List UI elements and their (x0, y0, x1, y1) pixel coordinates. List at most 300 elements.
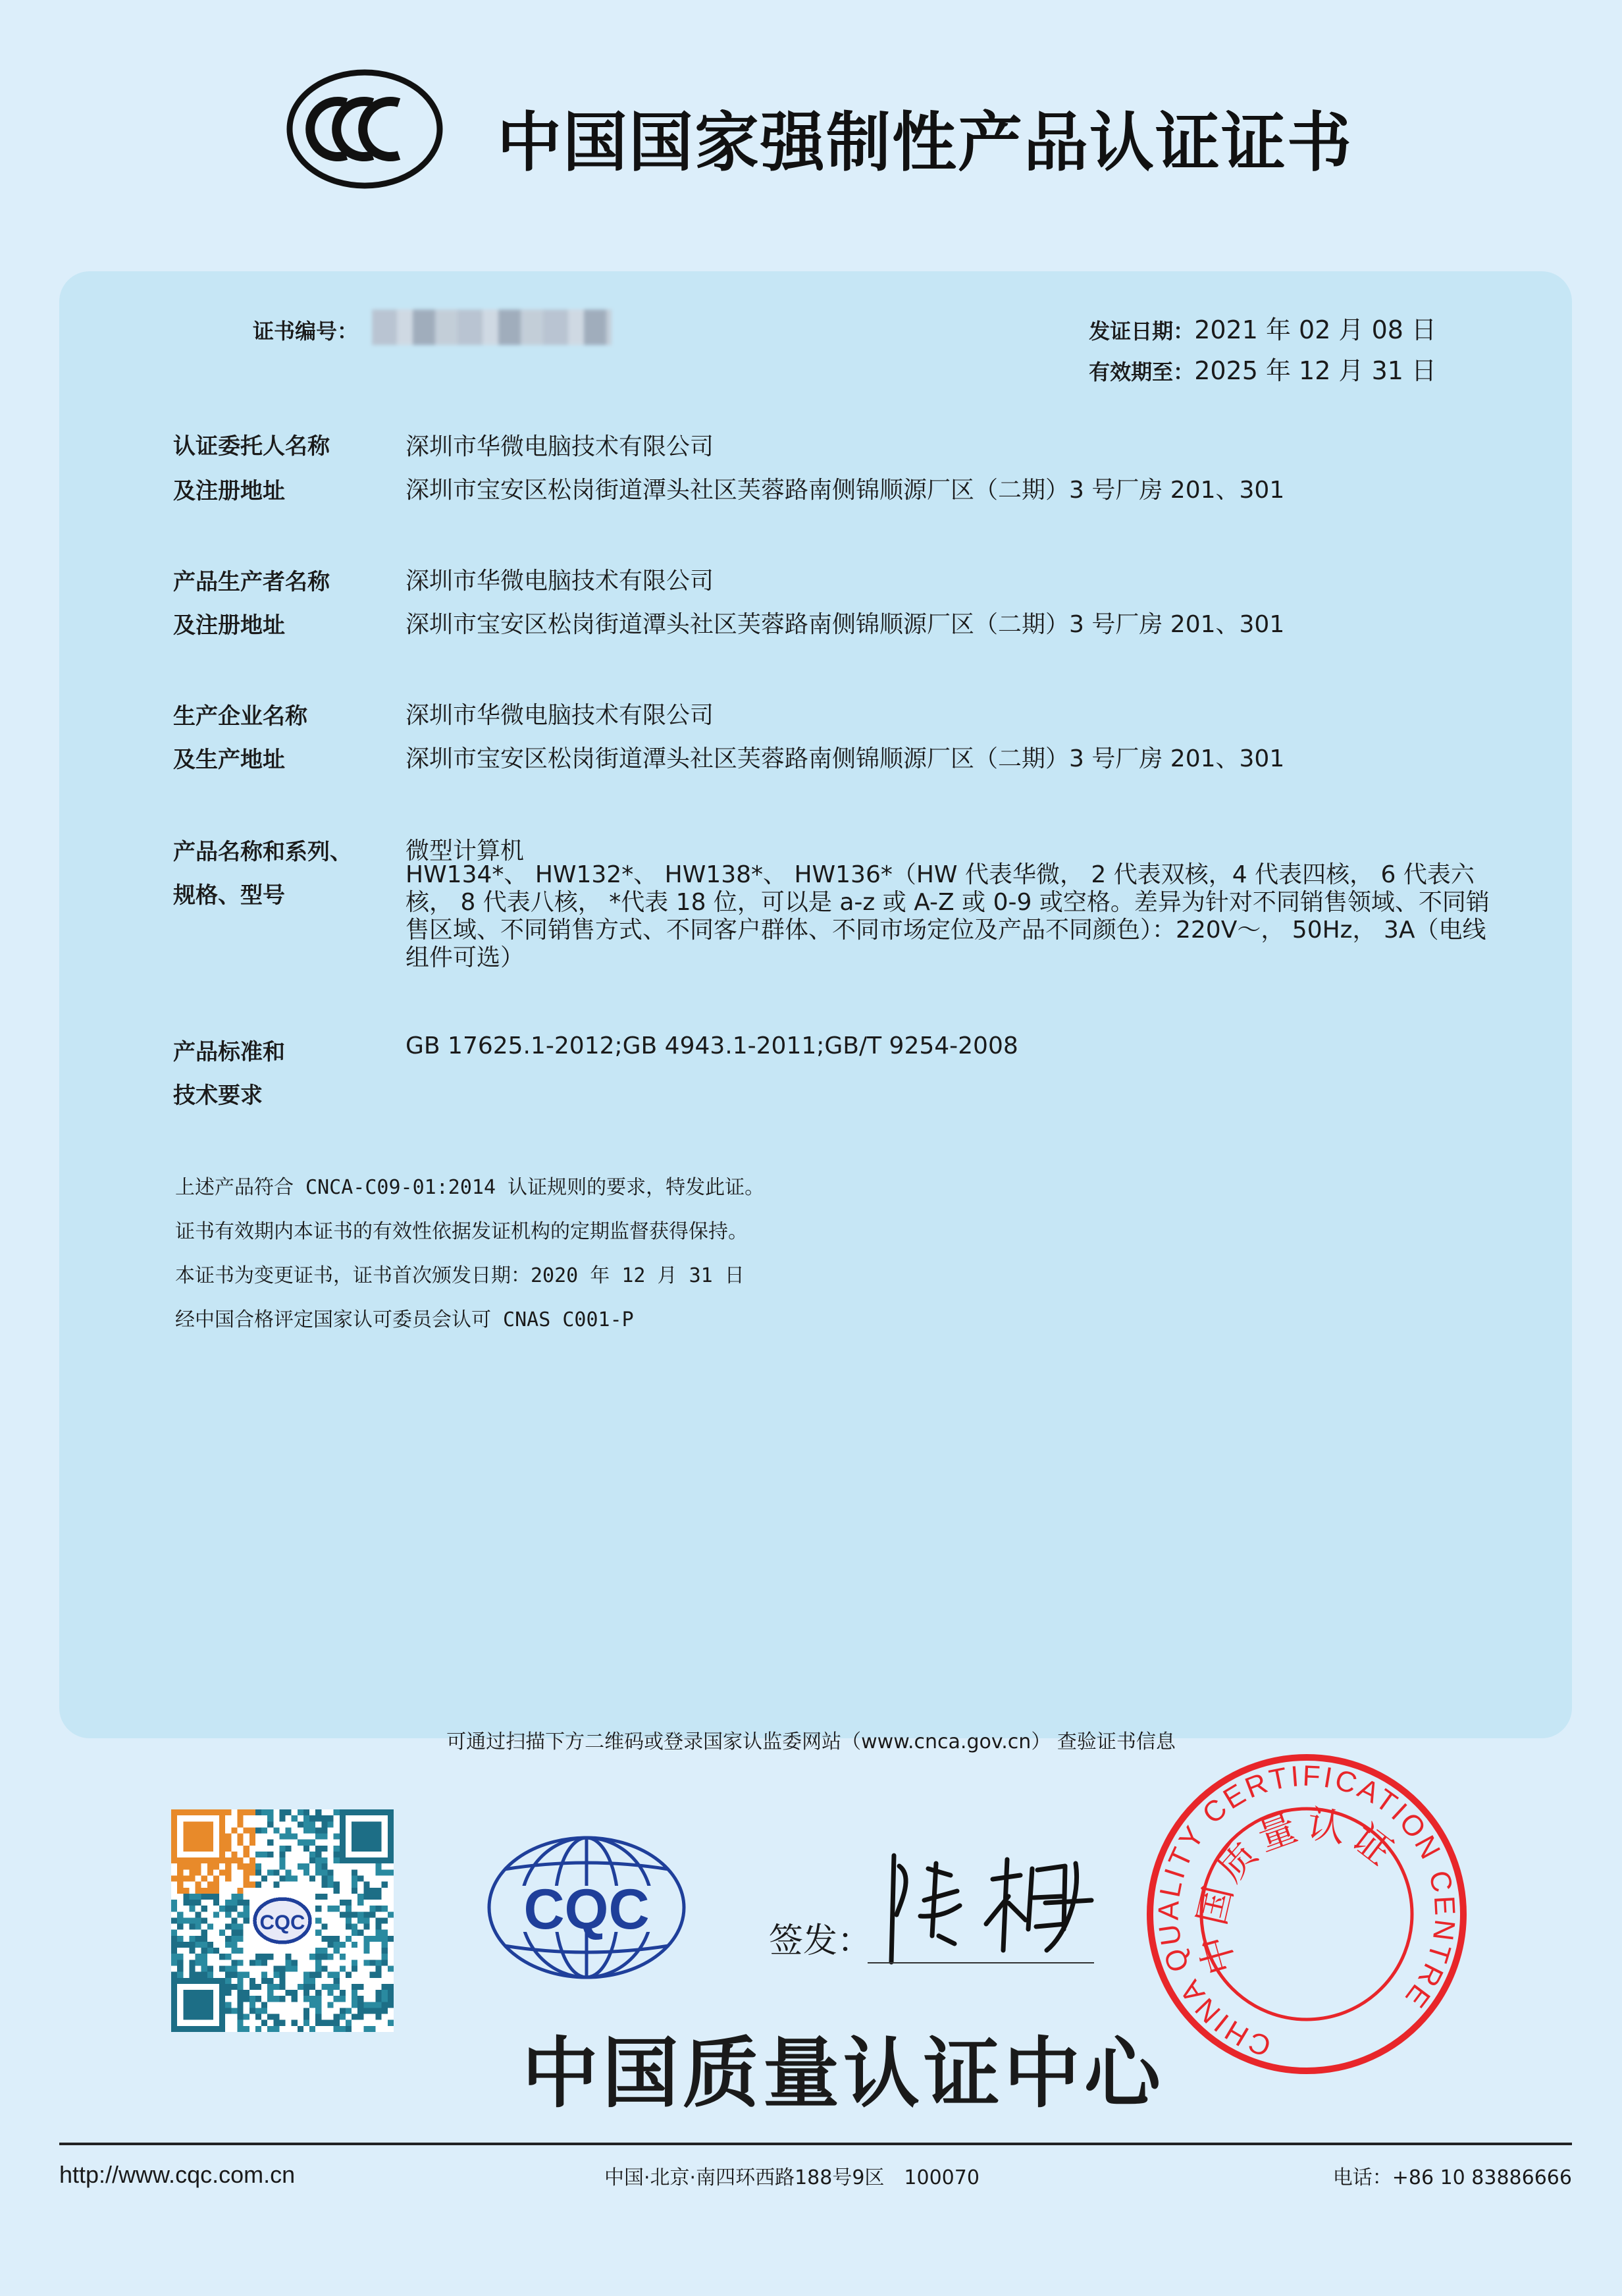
qr-module (237, 1996, 243, 2002)
qr-module (189, 1863, 195, 1869)
qr-module (196, 1911, 201, 1917)
qr-module (346, 1917, 352, 1923)
qr-module (267, 2026, 273, 2032)
qr-module (249, 1827, 255, 1833)
qr-module (249, 2008, 255, 2014)
qr-module (286, 1875, 292, 1881)
qr-module (286, 1960, 292, 1965)
qr-module (177, 1936, 183, 1942)
qr-module (171, 1900, 177, 1906)
qr-module (267, 1869, 273, 1875)
qr-module (189, 1948, 195, 1954)
qr-module (315, 1954, 321, 1960)
note-line: 上述产品符合 CNCA-C09-01:2014 认证规则的要求，特发此证。 (175, 1176, 765, 1199)
qr-module (279, 1857, 285, 1863)
qr-module (267, 1809, 273, 1815)
manufacturer-name-value: 深圳市华微电脑技术有限公司 (406, 568, 714, 595)
qr-module (334, 1984, 340, 1990)
qr-module (279, 1846, 285, 1852)
qr-module (225, 1972, 231, 1978)
qr-module (171, 1972, 177, 1978)
signature-line (868, 1962, 1094, 1963)
qr-module (286, 1809, 292, 1815)
qr-module (357, 1996, 363, 2002)
qr-module (334, 1942, 340, 1948)
qr-module (237, 1815, 243, 1821)
qr-module (249, 1882, 255, 1888)
qr-module (309, 1972, 315, 1978)
qr-module (279, 1875, 285, 1881)
qr-module (352, 1996, 357, 2002)
qr-module (382, 1930, 388, 1936)
qr-module (231, 1852, 237, 1857)
qr-module (207, 1942, 213, 1948)
qr-module (321, 1815, 327, 1821)
qr-module (382, 1948, 388, 1954)
qr-module (298, 1840, 303, 1846)
certificate-notes (175, 1165, 764, 1342)
qr-module (298, 1821, 303, 1827)
qr-module (196, 1917, 201, 1923)
qr-module (255, 1882, 261, 1888)
qr-module (388, 1984, 394, 1990)
qr-module (369, 1960, 375, 1965)
qr-module (376, 1894, 382, 1900)
qr-module (315, 1857, 321, 1863)
qr-module (298, 1863, 303, 1869)
qr-module (328, 1984, 334, 1990)
qr-module (376, 1972, 382, 1978)
qr-module (315, 1852, 321, 1857)
qr-module (382, 1869, 388, 1875)
qr-module (213, 1911, 219, 1917)
qr-module (189, 1894, 195, 1900)
qr-module (273, 2020, 279, 2026)
qr-module (321, 1875, 327, 1881)
qr-module (201, 1972, 207, 1978)
qr-module (328, 2002, 334, 2008)
qr-module (196, 1882, 201, 1888)
qr-module (363, 1894, 369, 1900)
qr-module (225, 1857, 231, 1863)
qr-module (171, 1906, 177, 1911)
qr-module (303, 1863, 309, 1869)
footer-phone: 电话：+86 10 83886666 (1332, 2166, 1572, 2189)
qr-module (292, 1996, 298, 2002)
qr-module (279, 1984, 285, 1990)
qr-module (303, 1978, 309, 1984)
qr-module (321, 2020, 327, 2026)
qr-module (328, 1815, 334, 1821)
qr-module (244, 1917, 249, 1923)
qr-module (346, 2008, 352, 2014)
qr-module (273, 1996, 279, 2002)
qr-module (352, 1942, 357, 1948)
qr-module (352, 1960, 357, 1965)
qr-module (279, 1978, 285, 1984)
qr-module (225, 1900, 231, 1906)
qr-module (244, 1809, 249, 1815)
qr-module (177, 1924, 183, 1930)
qr-module (352, 1911, 357, 1917)
qr-module (388, 1990, 394, 1996)
qr-module (177, 1972, 183, 1978)
manufacturer-address-value: 深圳市宝安区松岗街道潭头社区芙蓉路南侧锦顺源厂区（二期）3 号厂房 201、301 (406, 611, 1285, 638)
qr-module (376, 1888, 382, 1894)
qr-module (315, 1966, 321, 1972)
footer-divider (59, 2143, 1572, 2145)
qr-module (225, 1936, 231, 1942)
qr-module (267, 1821, 273, 1827)
qr-module (213, 1875, 219, 1881)
qr-module (315, 1894, 321, 1900)
qr-module (334, 1857, 340, 1863)
qr-module (225, 1942, 231, 1948)
qr-module (321, 1948, 327, 1954)
certificate-title: 中国国家强制性产品认证证书 (497, 105, 1353, 180)
qr-module (237, 2002, 243, 2008)
qr-module (244, 1875, 249, 1881)
qr-module (340, 1990, 346, 1996)
qr-module (309, 1978, 315, 1984)
qr-module (286, 1869, 292, 1875)
qr-module (303, 2014, 309, 2020)
qr-module (196, 1894, 201, 1900)
qr-module (382, 1936, 388, 1942)
qr-module (321, 1894, 327, 1900)
qr-module (363, 1936, 369, 1942)
qr-module (328, 2020, 334, 2026)
qr-module (309, 1840, 315, 1846)
qr-module (315, 1906, 321, 1911)
qr-module (219, 1930, 225, 1936)
qr-module (334, 1882, 340, 1888)
qr-module (273, 2026, 279, 2032)
qr-module (231, 1900, 237, 1906)
qr-module (303, 1821, 309, 1827)
qr-module (357, 1894, 363, 1900)
qr-module (328, 1882, 334, 1888)
qr-module (244, 2026, 249, 2032)
qr-module (177, 1942, 183, 1948)
qr-module (225, 1990, 231, 1996)
qr-module (261, 1954, 267, 1960)
qr-module (261, 1960, 267, 1965)
qr-module (219, 1906, 225, 1911)
qr-module (225, 1875, 231, 1881)
qr-module (261, 1972, 267, 1978)
qr-module (249, 1834, 255, 1840)
qr-module (237, 1840, 243, 1846)
seal-inner-text: 中国质量认证中心 (1189, 1801, 1405, 1980)
qr-module (207, 1948, 213, 1954)
qr-module (376, 1869, 382, 1875)
qr-module (201, 1930, 207, 1936)
qr-module (309, 1954, 315, 1960)
qr-module (237, 1984, 243, 1990)
qr-module (225, 1924, 231, 1930)
qr-module (225, 1863, 231, 1869)
qr-module (363, 1924, 369, 1930)
qr-module (315, 1930, 321, 1936)
qr-module (201, 1894, 207, 1900)
valid-date-value: 2025 年 12 月 31 日 (1194, 356, 1436, 385)
issue-date-label: 发证日期： (1089, 319, 1195, 344)
qr-module (382, 1960, 388, 1965)
qr-module (196, 1924, 201, 1930)
qr-module (267, 1990, 273, 1996)
sign-label: 签发： (769, 1921, 872, 1961)
qr-module (267, 1984, 273, 1990)
qr-module (189, 1960, 195, 1965)
qr-module (196, 1869, 201, 1875)
note-line: 证书有效期内本证书的有效性依据发证机构的定期监督获得保持。 (175, 1220, 748, 1243)
qr-module (255, 1869, 261, 1875)
issue-date-value: 2021 年 02 月 08 日 (1194, 315, 1436, 344)
qr-module (261, 2020, 267, 2026)
qr-module (177, 1966, 183, 1972)
qr-code[interactable] (171, 1809, 394, 2032)
official-seal (1144, 1751, 1469, 2077)
qr-module (183, 1917, 189, 1923)
qr-module (213, 1863, 219, 1869)
qr-module (328, 1936, 334, 1942)
qr-module (237, 1978, 243, 1984)
qr-module (315, 1917, 321, 1923)
qr-module (357, 2002, 363, 2008)
qr-module (309, 2002, 315, 2008)
qr-module (189, 1942, 195, 1948)
qr-module (201, 1906, 207, 1911)
qr-module (213, 1948, 219, 1954)
qr-module (315, 1972, 321, 1978)
issue-date-row (1089, 309, 1436, 346)
qr-module (346, 1936, 352, 1942)
qr-module (231, 1966, 237, 1972)
qr-module (225, 1869, 231, 1875)
qr-module (303, 1869, 309, 1875)
qr-module (303, 1972, 309, 1978)
qr-module (171, 1954, 177, 1960)
qr-module (298, 2026, 303, 2032)
qr-module (255, 1984, 261, 1990)
qr-module (171, 1942, 177, 1948)
qr-module (346, 1906, 352, 1911)
qr-module (177, 1954, 183, 1960)
qr-module (237, 1930, 243, 1936)
qr-module (225, 2008, 231, 2014)
qr-module (255, 1809, 261, 1815)
qr-module (340, 2026, 346, 2032)
qr-module (286, 1954, 292, 1960)
applicant-address-value: 深圳市宝安区松岗街道潭头社区芙蓉路南侧锦顺源厂区（二期）3 号厂房 201、301 (406, 477, 1285, 504)
qr-module (255, 1960, 261, 1965)
qr-module (292, 1815, 298, 1821)
qr-module (279, 2020, 285, 2026)
qr-module (207, 1869, 213, 1875)
qr-module (279, 1863, 285, 1869)
qr-module (244, 1869, 249, 1875)
qr-module (237, 1924, 243, 1930)
qr-module (382, 2002, 388, 2008)
cqc-logo (484, 1833, 689, 1982)
qr-module (189, 1869, 195, 1875)
qr-module (279, 1996, 285, 2002)
qr-module (249, 1863, 255, 1869)
qr-module (376, 1966, 382, 1972)
qr-module (189, 1924, 195, 1930)
qr-module (315, 1827, 321, 1833)
qr-module (303, 2008, 309, 2014)
qr-module (315, 1809, 321, 1815)
qr-module (334, 1809, 340, 1815)
qr-module (328, 1875, 334, 1881)
qr-module (273, 1869, 279, 1875)
qr-module (303, 1846, 309, 1852)
factory-name-label: 生产企业名称 (173, 703, 307, 730)
qr-module (225, 1906, 231, 1911)
qr-module (219, 1966, 225, 1972)
qr-module (231, 1906, 237, 1911)
qr-module (231, 2008, 237, 2014)
qr-module (237, 2020, 243, 2026)
qr-module (231, 1924, 237, 1930)
qr-module (196, 1960, 201, 1965)
qr-module (189, 1917, 195, 1923)
qr-module (189, 1906, 195, 1911)
qr-module (388, 1936, 394, 1942)
qr-module (357, 2014, 363, 2020)
qr-module (237, 1948, 243, 1954)
qr-module (303, 1996, 309, 2002)
qr-module (231, 1827, 237, 1833)
qr-module (298, 1984, 303, 1990)
qr-module (334, 2014, 340, 2020)
qr-module (171, 1875, 177, 1881)
qr-module (237, 1888, 243, 1894)
qr-module (213, 1888, 219, 1894)
qr-module (189, 1875, 195, 1881)
qr-module (237, 1990, 243, 1996)
manufacturer-address-label: 及注册地址 (173, 612, 285, 639)
qr-module (340, 1911, 346, 1917)
qr-module (213, 1894, 219, 1900)
qr-module (237, 2014, 243, 2020)
qr-module (231, 1894, 237, 1900)
qr-module (328, 1906, 334, 1911)
product-name-label: 产品名称和系列、 (173, 839, 352, 865)
applicant-name-value: 深圳市华微电脑技术有限公司 (406, 433, 714, 460)
qr-module (249, 2002, 255, 2008)
qr-module (340, 2014, 346, 2020)
qr-module (279, 1834, 285, 1840)
qr-module (376, 1936, 382, 1942)
qr-module (309, 2026, 315, 2032)
qr-module (171, 1936, 177, 1942)
qr-module (261, 1809, 267, 1815)
qr-module (369, 1888, 375, 1894)
qr-module (363, 1960, 369, 1965)
qr-module (249, 1857, 255, 1863)
qr-module (267, 1954, 273, 1960)
qr-module (376, 1906, 382, 1911)
qr-module (267, 1815, 273, 1821)
signature (868, 1837, 1099, 1969)
qr-module (363, 1888, 369, 1894)
standards-label-1: 产品标准和 (173, 1039, 285, 1065)
qr-module (363, 1948, 369, 1954)
qr-module (244, 1882, 249, 1888)
footer-website-link[interactable]: http://www.cqc.com.cn (59, 2161, 296, 2188)
qr-module (315, 2020, 321, 2026)
qr-module (334, 1978, 340, 1984)
qr-module (388, 1996, 394, 2002)
qr-module (309, 1984, 315, 1990)
qr-module (201, 1954, 207, 1960)
qr-module (196, 1972, 201, 1978)
qr-module (231, 1984, 237, 1990)
qr-module (315, 2002, 321, 2008)
verify-text: 可通过扫描下方二维码或登录国家认监委网站（www.cnca.gov.cn） 查验证书信息 (446, 1730, 1176, 1753)
qr-module (237, 1911, 243, 1917)
qr-module (388, 2020, 394, 2026)
qr-module (334, 1996, 340, 2002)
qr-module (261, 1852, 267, 1857)
qr-module (292, 1990, 298, 1996)
qr-module (376, 1960, 382, 1965)
note-line: 经中国合格评定国家认可委员会认可 CNAS C001-P (175, 1308, 634, 1331)
qr-module (244, 2014, 249, 2020)
verify-instructions (0, 1725, 1622, 1754)
qr-module (321, 1954, 327, 1960)
qr-module (244, 1900, 249, 1906)
qr-module (207, 1863, 213, 1869)
qr-module (237, 1936, 243, 1942)
qr-module (207, 1888, 213, 1894)
qr-module (369, 1972, 375, 1978)
qr-module (213, 1900, 219, 1906)
qr-module (201, 1948, 207, 1954)
cqc-logo-text: CQC (523, 1878, 650, 1941)
qr-module (273, 2014, 279, 2020)
qr-module (237, 1960, 243, 1965)
qr-module (309, 1827, 315, 1833)
qr-module (340, 1954, 346, 1960)
qr-module (273, 1984, 279, 1990)
qr-module (363, 2008, 369, 2014)
qr-module (315, 1990, 321, 1996)
valid-date-label: 有效期至： (1089, 360, 1195, 385)
qr-module (286, 1827, 292, 1833)
qr-module (292, 1960, 298, 1965)
qr-module (231, 1930, 237, 1936)
qr-module (388, 1869, 394, 1875)
qr-module (334, 1846, 340, 1852)
qr-module (334, 1972, 340, 1978)
qr-module (196, 1863, 201, 1869)
qr-module (286, 1846, 292, 1852)
qr-module (309, 1857, 315, 1863)
qr-module (376, 2014, 382, 2020)
qr-module (207, 1924, 213, 1930)
qr-module (225, 1966, 231, 1972)
qr-module (388, 2002, 394, 2008)
qr-module (183, 1900, 189, 1906)
qr-module (201, 1942, 207, 1948)
qr-module (321, 1857, 327, 1863)
qr-module (237, 2008, 243, 2014)
qr-module (328, 1990, 334, 1996)
